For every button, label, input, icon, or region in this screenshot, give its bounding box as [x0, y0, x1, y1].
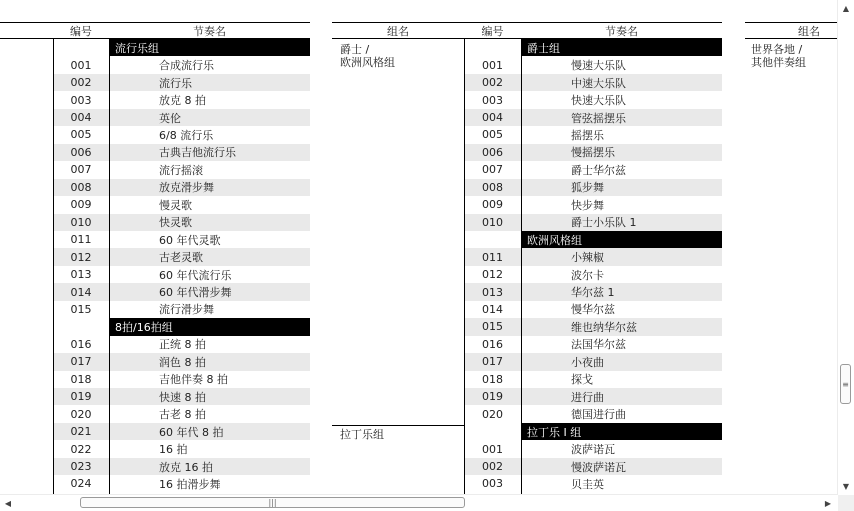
right-table: [745, 22, 838, 495]
table-row: [53, 440, 310, 457]
section-row: [53, 318, 310, 335]
left-divider-2: [109, 39, 110, 495]
row-number: 004: [53, 109, 109, 126]
row-number: 015: [70, 302, 92, 316]
rhythm-name: 快灵歌: [109, 214, 310, 231]
rhythm-name: 流行滑步舞: [159, 303, 214, 317]
rhythm-name: 60 年代流行乐: [159, 268, 232, 282]
row-number: 009: [70, 198, 92, 212]
table-row: [53, 353, 310, 370]
rhythm-name: 古典吉他流行乐: [109, 144, 310, 161]
row-number: 005: [482, 128, 503, 142]
table-row: [464, 475, 722, 492]
group-label-jazz-european: 爵士 / 欧洲风格组: [340, 43, 395, 69]
row-number: 023: [53, 458, 109, 475]
row-number: 001: [482, 58, 503, 72]
rhythm-name: 快速 8 拍: [109, 388, 310, 405]
row-number: 017: [53, 353, 109, 370]
row-number: 010: [464, 214, 521, 231]
row-number: 019: [464, 388, 521, 405]
rhythm-name: 法国华尔兹: [571, 338, 626, 352]
rhythm-name: 60 年代 8 拍: [109, 423, 310, 440]
rhythm-name: 合成流行乐: [159, 59, 214, 73]
table-row: [464, 214, 722, 231]
section-title: 流行乐组: [109, 39, 310, 56]
rhythm-name: 小夜曲: [521, 353, 722, 370]
table-row: [53, 423, 310, 440]
table-row: [53, 56, 310, 73]
rhythm-name: 维也纳华尔兹: [521, 318, 722, 335]
row-number: 018: [70, 372, 92, 386]
group-label-latin: 拉丁乐组: [340, 428, 384, 441]
table-row: [53, 283, 310, 300]
section-title: 8拍/16拍组: [109, 318, 310, 335]
section-title: 拉丁乐 I 组: [521, 423, 722, 440]
row-number: 016: [70, 337, 92, 351]
row-number: 020: [482, 407, 503, 421]
table-row: [464, 458, 722, 475]
rhythm-name: 慢波萨诺瓦: [521, 458, 722, 475]
section-row: [464, 231, 722, 248]
rhythm-name: 爵士华尔兹: [571, 163, 626, 177]
table-row: [464, 301, 722, 318]
row-number: 014: [53, 283, 109, 300]
row-number: 002: [464, 458, 521, 475]
table-row: [464, 283, 722, 300]
section-row: [464, 423, 722, 440]
rhythm-name: 快步舞: [571, 198, 604, 212]
table-row: [464, 56, 722, 73]
left-header-group: [0, 22, 53, 39]
row-number: 007: [70, 163, 92, 177]
table-row: [464, 126, 722, 143]
vertical-scroll-thumb[interactable]: ≡: [840, 364, 851, 404]
table-row: [464, 179, 722, 196]
rhythm-name: 吉他伴奏 8 拍: [159, 373, 228, 387]
table-row: [464, 109, 722, 126]
row-number: 011: [70, 233, 92, 247]
table-row: [464, 248, 722, 265]
rhythm-name: 放克滑步舞: [109, 179, 310, 196]
section-row: [464, 39, 722, 56]
table-row: [53, 405, 310, 422]
section-title: 爵士组: [521, 39, 722, 56]
left-header-rhythm: 节奏名: [109, 22, 310, 39]
rhythm-name: 英伦: [109, 109, 310, 126]
rhythm-name: 正统 8 拍: [159, 338, 206, 352]
rhythm-name: 古老灵歌: [109, 248, 310, 265]
horizontal-scroll-thumb[interactable]: |||: [80, 497, 465, 508]
rhythm-name: 流行摇滚: [159, 163, 203, 177]
group-separator: [332, 425, 464, 426]
rhythm-name: 华尔兹 1: [521, 283, 722, 300]
middle-header-rhythm: 节奏名: [521, 22, 722, 39]
rhythm-name: 古老 8 拍: [159, 408, 206, 422]
rhythm-name: 贝圭英: [571, 477, 604, 491]
row-number: 003: [482, 477, 503, 491]
rhythm-name: 探戈: [571, 373, 593, 387]
row-number: 010: [53, 214, 109, 231]
row-number: 008: [53, 179, 109, 196]
rhythm-name: 慢速大乐队: [571, 59, 626, 73]
rhythm-name: 放克 8 拍: [159, 94, 206, 108]
table-row: [53, 144, 310, 161]
row-number: 006: [53, 144, 109, 161]
row-number: 020: [70, 407, 92, 421]
middle-divider-2: [521, 39, 522, 495]
rhythm-name: 16 拍: [159, 443, 188, 457]
row-number: 011: [464, 248, 521, 265]
table-row: [464, 196, 722, 213]
row-number: 016: [482, 337, 503, 351]
middle-divider-1: [464, 39, 465, 495]
table-row: [53, 109, 310, 126]
scroll-right-arrow-icon[interactable]: ▶: [824, 498, 832, 508]
section-row: [53, 39, 310, 56]
right-header-group: 组名: [745, 22, 854, 39]
row-number: 012: [482, 268, 503, 282]
rhythm-name: 60 年代滑步舞: [109, 283, 310, 300]
row-number: 002: [53, 74, 109, 91]
rhythm-name: 波尔卡: [571, 268, 604, 282]
rhythm-name: 放克 16 拍: [109, 458, 310, 475]
rhythm-name: 慢华尔兹: [571, 303, 615, 317]
row-number: 013: [464, 283, 521, 300]
middle-header-group: 组名: [332, 22, 464, 39]
rhythm-name: 快速大乐队: [571, 94, 626, 108]
table-row: [53, 161, 310, 178]
rhythm-name: 摇摆乐: [571, 128, 604, 142]
table-row: [53, 196, 310, 213]
table-row: [53, 231, 310, 248]
row-number: 007: [482, 163, 503, 177]
table-row: [53, 301, 310, 318]
scroll-down-arrow-icon[interactable]: ▼: [842, 481, 850, 491]
rhythm-name: 波萨诺瓦: [571, 443, 615, 457]
scroll-up-arrow-icon[interactable]: ▲: [842, 3, 850, 13]
table-row: [53, 74, 310, 91]
row-number: 021: [53, 423, 109, 440]
rhythm-name: 16 拍滑步舞: [159, 477, 221, 491]
table-row: [464, 353, 722, 370]
rhythm-name: 中速大乐队: [521, 74, 722, 91]
row-number: 009: [482, 198, 503, 212]
table-row: [464, 405, 722, 422]
table-row: [53, 248, 310, 265]
table-row: [53, 126, 310, 143]
table-row: [464, 388, 722, 405]
row-number: 022: [70, 442, 92, 456]
rhythm-name: 进行曲: [521, 388, 722, 405]
row-number: 013: [70, 268, 92, 282]
table-row: [53, 371, 310, 388]
left-header-number: 编号: [53, 22, 109, 39]
table-row: [464, 266, 722, 283]
table-row: [53, 266, 310, 283]
left-divider-1: [53, 39, 54, 495]
scroll-left-arrow-icon[interactable]: ◀: [4, 498, 12, 508]
row-number: 019: [53, 388, 109, 405]
row-number: 004: [464, 109, 521, 126]
row-number: 014: [482, 302, 503, 316]
rhythm-name: 慢摇摆乐: [521, 144, 722, 161]
middle-header-number: 编号: [464, 22, 521, 39]
rhythm-name: 狐步舞: [521, 179, 722, 196]
rhythm-name: 德国进行曲: [571, 408, 626, 422]
row-number: 006: [464, 144, 521, 161]
row-number: 008: [464, 179, 521, 196]
horizontal-scrollbar[interactable]: [0, 494, 838, 511]
row-number: 015: [464, 318, 521, 335]
row-number: 005: [70, 128, 92, 142]
table-row: [53, 458, 310, 475]
table-row: [464, 74, 722, 91]
rhythm-name: 6/8 流行乐: [159, 128, 214, 142]
table-row: [464, 440, 722, 457]
rhythm-name: 爵士小乐队 1: [521, 214, 722, 231]
row-number: 017: [464, 353, 521, 370]
table-row: [53, 336, 310, 353]
table-row: [53, 179, 310, 196]
row-number: 003: [482, 93, 503, 107]
table-row: [53, 388, 310, 405]
table-row: [464, 371, 722, 388]
rhythm-name: 慢灵歌: [159, 198, 192, 212]
table-row: [464, 161, 722, 178]
table-row: [464, 91, 722, 108]
rhythm-name: 60 年代灵歌: [159, 233, 221, 247]
row-number: 018: [482, 372, 503, 386]
section-title: 欧洲风格组: [521, 231, 722, 248]
rhythm-name: 润色 8 拍: [109, 353, 310, 370]
row-number: 003: [70, 93, 92, 107]
rhythm-name: 小辣椒: [521, 248, 722, 265]
row-number: 024: [70, 477, 92, 491]
row-number: 002: [464, 74, 521, 91]
table-row: [464, 336, 722, 353]
table-row: [53, 475, 310, 492]
row-number: 001: [70, 58, 92, 72]
table-row: [464, 318, 722, 335]
row-number: 012: [53, 248, 109, 265]
table-row: [464, 144, 722, 161]
row-number: 001: [482, 442, 503, 456]
vertical-scrollbar[interactable]: [837, 0, 854, 495]
rhythm-name: 流行乐: [109, 74, 310, 91]
table-row: [53, 214, 310, 231]
scrollbar-corner: [838, 495, 854, 511]
table-row: [53, 91, 310, 108]
rhythm-name: 管弦摇摆乐: [521, 109, 722, 126]
left-table: [0, 22, 310, 495]
middle-table: [332, 22, 722, 495]
group-label-world: 世界各地 / 其他伴奏组: [751, 43, 806, 69]
